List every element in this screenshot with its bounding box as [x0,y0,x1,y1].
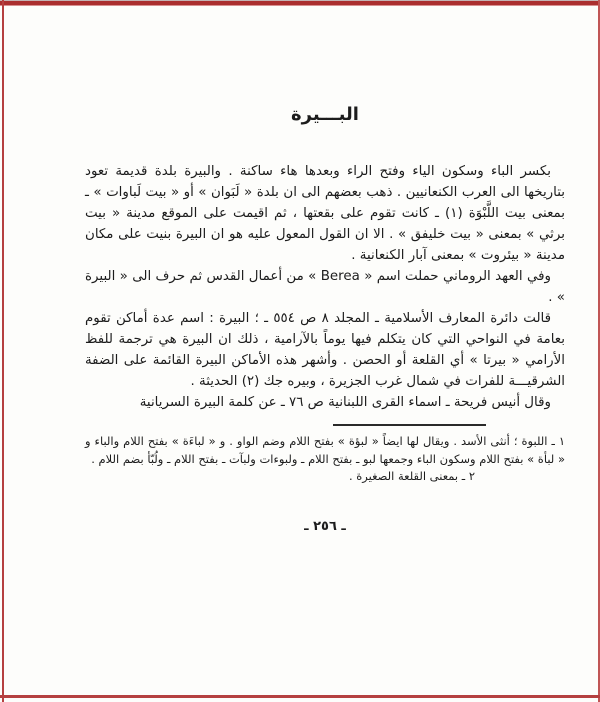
body-text [85,161,565,413]
footnote-1: ١ ـ اللبوة ؛ أنثى الأسد . ويقال لها ايضاً « لبؤة » بفتح اللام وضم الواو . و « لباءَة » بفتح اللام والباء و « لبأة » بفتح اللام وسكون الباء وجمعها لبو ـ بفتح اللام ـ ولبوءات ولبآت ـ بفتح اللام ـ ولُبّأ بضم اللام . [85,434,565,466]
page-title: البـــيرة [291,104,359,125]
body-paragraph-4: وقال أنيس فريحة ـ اسماء القرى اللبنانية ص ٧٦ ـ عن كلمة البيرة السريانية [139,395,551,410]
footnote-2: ٢ ـ بمعنى القلعة الصغيرة . [348,469,475,483]
page-border-left [2,0,4,702]
footnotes-section [85,433,565,486]
page-content [85,0,565,534]
body-paragraph-2: وفي العهد الروماني حملت اسم « Berea » من أعمال القدس ثم حرف الى « البيرة » . [85,269,565,305]
page-number: ـ ٢٥٦ ـ [304,518,346,534]
body-paragraph-3: قالت دائرة المعارف الأسلامية ـ المجلد ٨ ص ٥٥٤ ـ ؛ البيرة : اسم عدة أماكن تقوم بعامة في النواحي التي كان يتكلم فيها يوماً بالآرامية ، ذلك ان البيرة هي ترجمة للفظ الأرامي « بيرتا » أي القلعة أو الحصن . وأشهر هذه الأماكن البيرة القائمة على الضفة الشرقيـــة للفرات في شمال غرب الجزيرة ، وبيره جك (٢) الحديثة . [85,311,565,389]
page-border-bottom [0,695,600,698]
body-paragraph-1: بكسر الباء وسكون الياء وفتح الراء وبعدها هاء ساكنة . والبيرة بلدة قديمة تعود بتاريخها الى العرب الكنعانيين . ذهب بعضهم الى ان بلدة « لَبَوان » أو « بيت لَباوات » ـ بمعنى بيت اللَّبْوَة (١) ـ كانت تقوم على بقعتها ، ثم اقيمت على الموقع مدينة « بيت برثي » بمعنى « بيت خليفق » . الا ان القول المعول عليه هو ان البيرة بنيت على مكان مدينة « بيئروت » بمعنى آبار الكنعانية . [85,164,565,263]
footnote-separator [333,424,486,426]
